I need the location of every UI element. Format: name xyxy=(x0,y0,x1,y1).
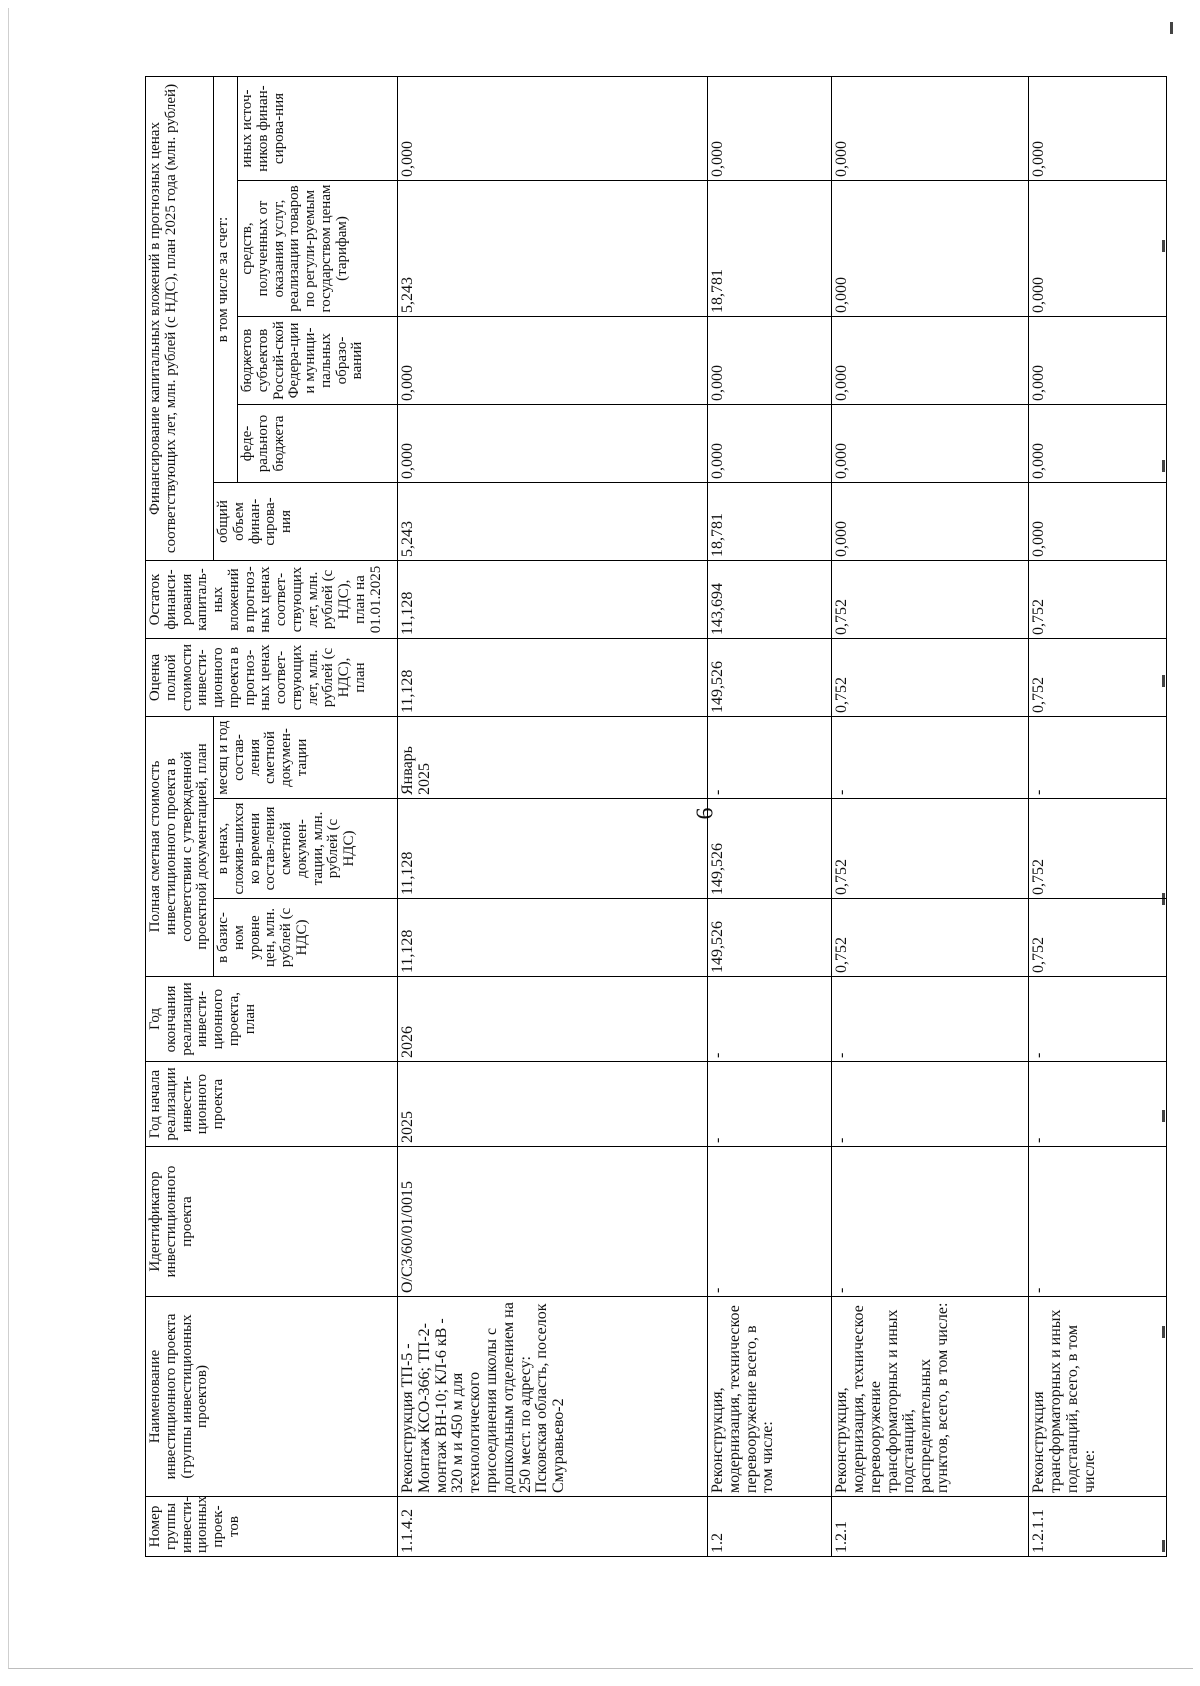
cell-total: 5,243 xyxy=(398,483,708,561)
cell-estimate: 11,128 xyxy=(398,639,708,717)
cell-tariffs: 18,781 xyxy=(708,181,832,317)
cell-total: 0,000 xyxy=(1029,483,1167,561)
cell-date: - xyxy=(832,717,1029,799)
cell-other: 0,000 xyxy=(398,76,708,180)
header-full-cost-date: месяц и год состав-ления сметной докумен-тации xyxy=(214,717,398,799)
cell-end: 2026 xyxy=(398,977,708,1062)
margin-mark xyxy=(1170,22,1173,34)
header-federal: феде-рального бюджета xyxy=(238,405,398,483)
cell-id: O/C3/60/01/0015 xyxy=(398,1147,708,1297)
cell-remainder: 11,128 xyxy=(398,561,708,639)
cell-federal: 0,000 xyxy=(832,405,1029,483)
cell-regional: 0,000 xyxy=(1029,317,1167,405)
cell-estimate: 0,752 xyxy=(1029,639,1167,717)
header-regional: бюджетов субъектов Россий-ской Федера-ции и муници-пальных образо-ваний xyxy=(238,317,398,405)
cell-tariffs: 0,000 xyxy=(832,181,1029,317)
investment-table xyxy=(145,76,1167,1557)
cell-end: - xyxy=(1029,977,1167,1062)
cell-id: - xyxy=(1029,1147,1167,1297)
cell-remainder: 0,752 xyxy=(832,561,1029,639)
cell-num: 1.1.4.2 xyxy=(398,1497,708,1557)
cell-date: - xyxy=(1029,717,1167,799)
header-full-cost: Полная сметная стоимость инвестиционного проекта в соответствии с утвержденной проектной документацией, план xyxy=(146,717,214,977)
cell-id: - xyxy=(832,1147,1029,1297)
header-total: общий объем финан-сирова-ния xyxy=(214,483,398,561)
table-row xyxy=(708,76,832,1556)
cell-date: - xyxy=(708,717,832,799)
header-other: иных источ-ников финан-сирова-ния xyxy=(238,76,398,180)
cell-estimate: 149,526 xyxy=(708,639,832,717)
cell-prices: 0,752 xyxy=(1029,799,1167,899)
header-name: Наименование инвестиционного проекта (группы инвестиционных проектов) xyxy=(146,1297,398,1497)
cell-prices: 149,526 xyxy=(708,799,832,899)
cell-prices: 0,752 xyxy=(832,799,1029,899)
cell-other: 0,000 xyxy=(1029,76,1167,180)
cell-name: Реконструкция трансформаторных и иных подстанций, всего, в том числе: xyxy=(1029,1297,1167,1497)
header-full-cost-base: в базис-ном уровне цен, млн. рублей (с НДС) xyxy=(214,899,398,977)
header-estimate: Оценка полной стоимости инвести-ционного проекта в прогноз-ных ценах соответ-ствующих лет, млн. рублей (с НДС), план xyxy=(146,639,398,717)
cell-start: - xyxy=(1029,1062,1167,1147)
cell-total: 0,000 xyxy=(832,483,1029,561)
cell-prices: 11,128 xyxy=(398,799,708,899)
cell-date: Январь 2025 xyxy=(398,717,708,799)
cell-regional: 0,000 xyxy=(398,317,708,405)
cell-base: 149,526 xyxy=(708,899,832,977)
cell-remainder: 0,752 xyxy=(1029,561,1167,639)
cell-num: 1.2.1 xyxy=(832,1497,1029,1557)
cell-num: 1.2.1.1 xyxy=(1029,1497,1167,1557)
cell-base: 0,752 xyxy=(1029,899,1167,977)
cell-name: Реконструкция, модернизация, техническое перевооружение трансформаторных и иных подстанций, распределительных пунктов, всего, в том числе: xyxy=(832,1297,1029,1497)
cell-federal: 0,000 xyxy=(1029,405,1167,483)
cell-other: 0,000 xyxy=(832,76,1029,180)
page-number: 6 xyxy=(692,807,719,820)
cell-remainder: 143,694 xyxy=(708,561,832,639)
table-row xyxy=(1029,76,1167,1556)
cell-tariffs: 5,243 xyxy=(398,181,708,317)
cell-regional: 0,000 xyxy=(708,317,832,405)
header-identifier: Идентификатор инвестиционного проекта xyxy=(146,1147,398,1297)
cell-federal: 0,000 xyxy=(398,405,708,483)
cell-total: 18,781 xyxy=(708,483,832,561)
cell-start: - xyxy=(708,1062,832,1147)
cell-num: 1.2 xyxy=(708,1497,832,1557)
cell-id: - xyxy=(708,1147,832,1297)
table-row xyxy=(832,76,1029,1556)
cell-end: - xyxy=(832,977,1029,1062)
header-financing: Финансирование капитальных вложений в прогнозных ценах соответствующих лет, млн. рублей (с НДС), план 2025 года (млн. рублей) xyxy=(146,76,214,560)
cell-end: - xyxy=(708,977,832,1062)
header-end-year: Год окончания реализации инвести-ционного проекта, план xyxy=(146,977,398,1062)
rotated-table-wrapper xyxy=(145,77,1167,1557)
cell-federal: 0,000 xyxy=(708,405,832,483)
header-group-number: Номер группы инвести-ционных проек-тов xyxy=(146,1497,398,1557)
cell-base: 0,752 xyxy=(832,899,1029,977)
cell-base: 11,128 xyxy=(398,899,708,977)
header-incl: в том числе за счет: xyxy=(214,76,238,482)
cell-start: 2025 xyxy=(398,1062,708,1147)
cell-other: 0,000 xyxy=(708,76,832,180)
header-start-year: Год начала реализации инвести-ционного проекта xyxy=(146,1062,398,1147)
cell-tariffs: 0,000 xyxy=(1029,181,1167,317)
cell-name: Реконструкция, модернизация, техническое перевооружение всего, в том числе: xyxy=(708,1297,832,1497)
cell-start: - xyxy=(832,1062,1029,1147)
cell-estimate: 0,752 xyxy=(832,639,1029,717)
cell-name: Реконструкция ТП-5 - Монтаж КСО-366; ТП-2- монтаж ВН-10; КЛ-6 кВ - 320 м и 450 м для технологического присоединения школы с дошкольным отделением на 250 мест. по адресу: Псковская область, поселок Смуравьево-2 xyxy=(398,1297,708,1497)
cell-regional: 0,000 xyxy=(832,317,1029,405)
table-row xyxy=(398,76,708,1556)
header-remainder: Остаток финанси-рования капиталь-ных вложений в прогноз-ных ценах соответ-ствующих лет, млн. рублей (с НДС), план на 01.01.2025 xyxy=(146,561,398,639)
header-full-cost-prices: в ценах, сложив-шихся ко времени состав-ления сметной докумен-тации, млн. рублей (с НДС) xyxy=(214,799,398,899)
header-tariffs: средств, полученных от оказания услуг, реализации товаров по регули-руемым государством ценам (тарифам) xyxy=(238,181,398,317)
